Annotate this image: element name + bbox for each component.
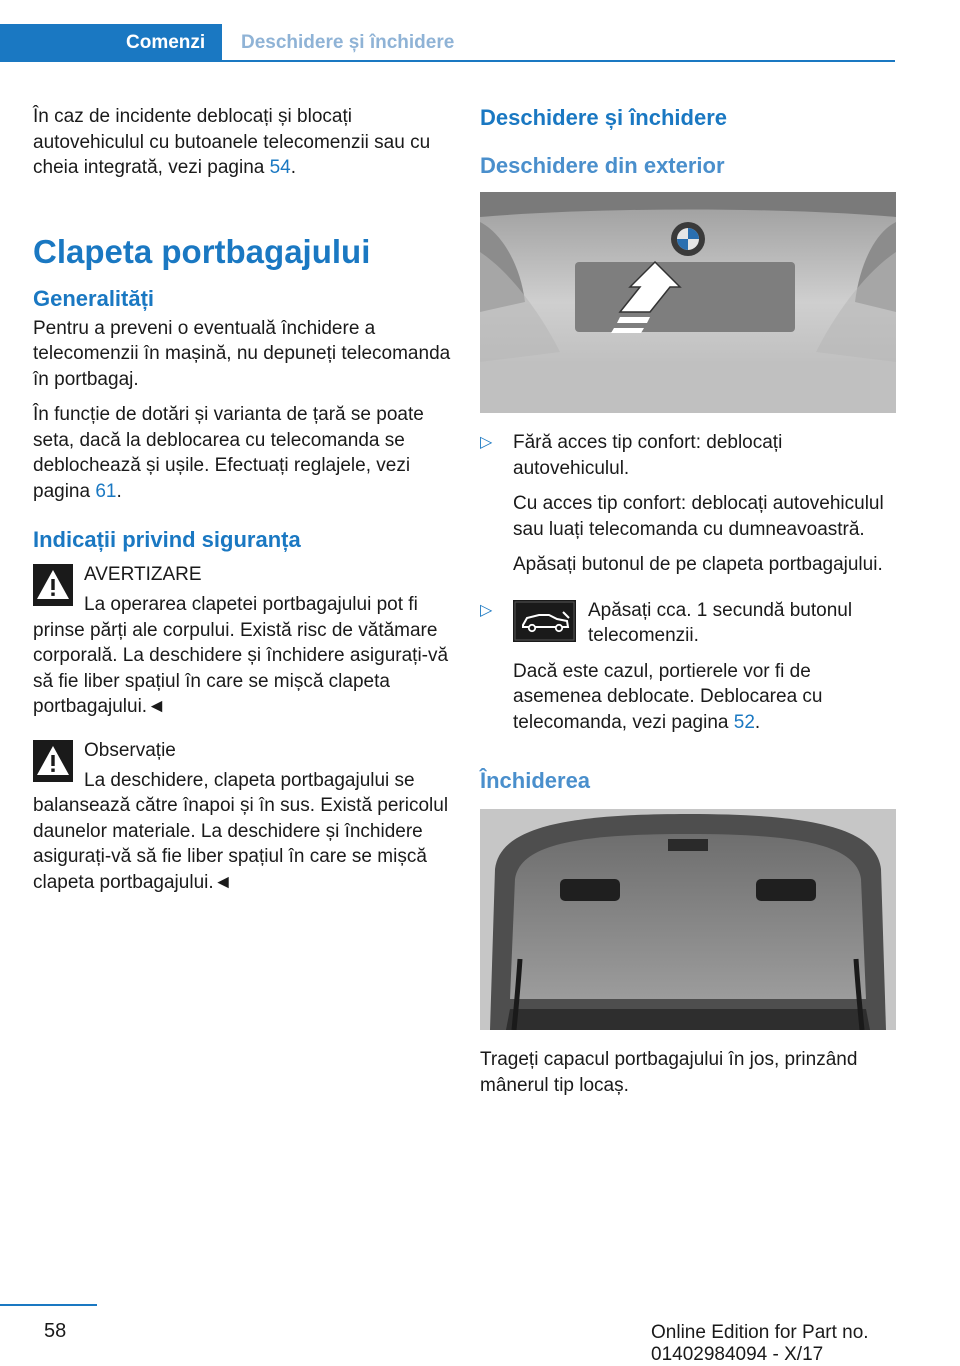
bullet-triangle-icon: ▷ [480,601,493,619]
remote-trunk-key-icon [513,600,576,642]
general-heading: Generalități [33,285,155,311]
page-number: 58 [44,1320,67,1342]
bullet-item-1 [480,430,896,588]
tab-deschidere-si-inchidere[interactable]: Deschidere și închidere [241,32,455,53]
trunk-lid-interior-image [480,809,896,1030]
section-heading: Deschidere și închidere [480,105,727,130]
header-divider [0,60,895,62]
general-p2-text: În funcție de dotări și varianta de țară se poate seta, dacă la deblocarea cu telecomanda se deblochează și ușile. Efectuați reglajele, vezi pagina [33,404,424,502]
general-p2-end: . [116,480,122,502]
warning-text [33,592,451,720]
note-body-text: La deschidere, clapeta portbagajului se balansează către înapoi și în sus. Există pericolul daunelor materiale. La deschidere și închidere asigurați-vă să fie liber spațiul în care se mișcă clapeta portbagajului.◄ [33,769,449,893]
bullet-triangle-icon: ▷ [480,434,493,451]
intro-paragraph [33,104,451,181]
footer-edition: Online Edition for Part no. 01402984094 - X/17 [651,1322,869,1365]
bullet1-text-1: Fără acces tip confort: deblocați autovehiculul. [513,432,783,479]
closing-text: Trageți capacul portbagajului în jos, prinzând mânerul tip locaș. [480,1049,858,1096]
warning-triangle-icon [33,564,73,606]
subsection-heading: Deschidere din exterior [480,153,725,178]
footer-divider [0,1304,97,1306]
closing-heading: Închiderea [480,768,591,793]
warning-triangle-icon [33,740,73,782]
warning-title: AVERTIZARE [84,564,202,585]
intro-text: În caz de incidente deblocați și blocați autovehiculul cu butoanele telecomenzii sau cu cheia integrată, vezi pagina [33,106,431,178]
bullet1-text-3: Apăsați butonul de pe clapeta portbagajului. [513,554,883,575]
page-title: Clapeta portbagajului [33,232,371,270]
bullet2-end: . [754,711,761,733]
page-link-54[interactable]: 54 [269,157,291,178]
trunk-exterior-image [480,192,896,413]
intro-end: . [290,157,297,178]
tab-comenzi[interactable]: Comenzi [0,24,222,62]
bullet-item-2 [480,598,896,746]
bullet2-text-1: Apăsați cca. 1 secundă butonul telecomenzii. [588,599,853,646]
general-paragraph-1: Pentru a preveni o eventuală închidere a telecomenzii în mașină, nu depuneți telecomanda în portbagaj. [33,317,451,390]
bullet1-text-2: Cu acces tip confort: deblocați autovehiculul sau luați telecomanda cu dumneavoastră. [513,493,884,540]
general-paragraph-2 [33,402,451,504]
bullet2-paragraph-2 [513,659,896,736]
bullet2-text-2: Dacă este cazul, portierele vor fi de asemenea deblocate. Deblocarea cu telecomanda, vezi pagina [513,660,823,733]
left-column [33,104,451,905]
warning-body-text: La operarea clapetei portbagajului pot fi prinse părți ale corpului. Există risc de vătămare corporală. La deschidere și închidere asigurați-vă să fie liber spațiul în care se mișcă clapeta portbagajului.◄ [33,594,449,717]
right-column [480,104,896,1108]
page-link-52[interactable]: 52 [733,711,755,733]
safety-heading: Indicații privind siguranța [33,527,301,552]
page-link-61[interactable]: 61 [95,480,117,502]
note-title: Observație [84,739,176,761]
note-text [33,768,451,896]
